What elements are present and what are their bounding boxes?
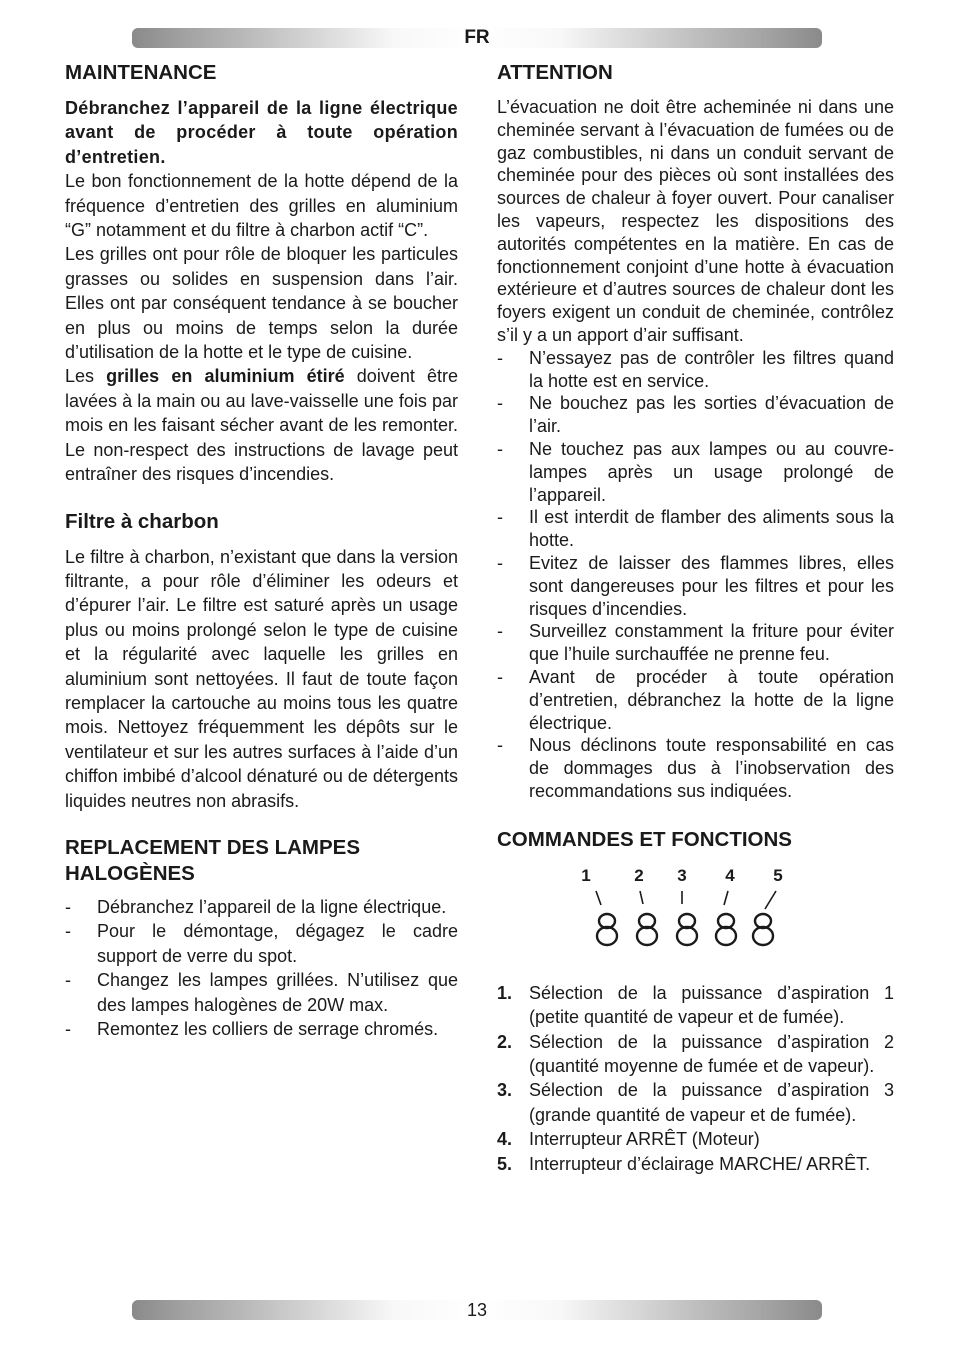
list-item: - Ne bouchez pas les sorties d’évacuation de l’air.	[497, 392, 894, 438]
spacer	[65, 813, 458, 835]
leader-line-1	[596, 891, 601, 905]
attention-text: L’évacuation ne doit être acheminée ni dans une cheminée servant à l’évacuation de fumées ou de gaz combustibles, ni dans un conduit servant de cheminée pour des pièces où sont installées des sources de chaleur à foyer ouvert. Pour canaliser les vapeurs, respectez les dispositions des autorités compétentes en la matière. En cas de fonctionnement conjoint d’une hotte à évacuation extérieure et d’autres sources de chaleur dont les foyers exigent un conduit de cheminée, contrôlez s’il y a un apport d’air suffisant.	[497, 97, 894, 345]
button-label-1: 1	[581, 865, 591, 885]
list-item	[497, 1152, 894, 1176]
item-number: 1.	[497, 982, 513, 1003]
lamps-list	[65, 895, 458, 1041]
control-button-2[interactable]	[637, 914, 657, 945]
list-item: - Surveillez constamment la friture pour éviter que l’huile surchauffée ne prenne feu.	[497, 620, 894, 666]
lamps-title: REPLACEMENT DES LAMPES HALOGÈNES	[65, 835, 360, 885]
right-column	[497, 60, 894, 1176]
maintenance-p3-post: doivent être lavées à la main ou au lave-vaisselle une fois par mois en les faisant sécher avant de les remonter. Le non-respect des instructions de lavage peut entraîner des risques d’incendies.	[65, 366, 458, 485]
list-item: - Nous déclinons toute responsabilité en cas de dommages dus à l’inobservation des recommandations sus indiquées.	[497, 734, 894, 802]
maintenance-paragraph-2: Les grilles ont pour rôle de bloquer les particules grasses ou solides en suspension dans l’air. Elles ont par conséquent tendance à se boucher en plus ou moins de temps selon la durée d’utilisation de la hotte et le type de cuisine.	[65, 244, 458, 363]
language-label: FR	[464, 27, 490, 48]
attention-list	[497, 347, 894, 803]
charcoal-title: Filtre à charbon	[65, 509, 219, 533]
maintenance-p3-bold: grilles en aluminium étiré	[106, 366, 345, 387]
leader-line-2	[640, 891, 643, 904]
item-number: 5.	[497, 1153, 513, 1174]
list-item	[497, 1078, 894, 1127]
controls-list	[497, 981, 894, 1176]
control-panel-svg	[497, 863, 894, 959]
item-text: Sélection de la puissance d’aspiration 3 (grande quantité de vapeur et de fumée).	[529, 1080, 894, 1125]
item-number: 4.	[497, 1129, 513, 1150]
left-column	[65, 60, 458, 1041]
leader-line-5	[765, 891, 776, 909]
list-item: - Débranchez l’appareil de la ligne électrique.	[65, 895, 458, 919]
list-item	[497, 1127, 894, 1151]
control-button-1[interactable]	[597, 914, 617, 945]
button-label-3: 3	[677, 865, 687, 885]
maintenance-p3-pre: Les	[65, 366, 107, 387]
list-item: - Evitez de laisser des flammes libres, elles sont dangereuses pour les filtres et pour les risques d’incendies.	[497, 552, 894, 620]
list-item: - Ne touchez pas aux lampes ou au couvre-lampes après un usage prolongé de l’appareil.	[497, 438, 894, 506]
page-number: 13	[466, 1300, 488, 1320]
maintenance-title: MAINTENANCE	[65, 61, 217, 84]
list-item: - Avant de procéder à toute opération d’entretien, débranchez la hotte de la ligne électrique.	[497, 666, 894, 734]
button-label-2: 2	[634, 865, 644, 885]
list-item: - Remontez les colliers de serrage chromés.	[65, 1017, 458, 1041]
attention-title: ATTENTION	[497, 61, 613, 84]
control-button-5[interactable]	[753, 914, 773, 945]
item-text: Interrupteur d’éclairage MARCHE/ ARRÊT.	[529, 1153, 871, 1174]
button-label-5: 5	[773, 865, 783, 885]
charcoal-text: Le filtre à charbon, n’existant que dans la version filtrante, a pour rôle d’éliminer les odeurs et d’épurer l’air. Le filtre est saturé après un usage plus ou moins prolongé selon le type de cuisine et la régularité avec laquelle les grilles en aluminium sont nettoyées. Il faut de toute façon remplacer la cartouche au moins tous les quatre mois. Nettoyez fréquemment les dépôts sur le ventilateur et sur les autres surfaces à l’aide d’un chiffon imbibé d’alcool dénaturé ou de détergents liquides neutres non abrasifs.	[65, 546, 458, 811]
list-item: - Pour le démontage, dégagez le cadre support de verre du spot.	[65, 919, 458, 968]
footer-band	[132, 1300, 822, 1320]
maintenance-paragraph-3	[65, 364, 458, 486]
list-item	[497, 981, 894, 1030]
control-panel-diagram	[497, 863, 894, 959]
button-label-4: 4	[725, 865, 735, 885]
list-item: - Changez les lampes grillées. N’utilisez que des lampes halogènes de 20W max.	[65, 968, 458, 1017]
item-number: 2.	[497, 1031, 513, 1052]
item-text: Interrupteur ARRÊT (Moteur)	[529, 1129, 760, 1150]
control-button-3[interactable]	[677, 914, 697, 945]
spacer	[497, 803, 894, 827]
list-item	[497, 1030, 894, 1079]
header-band	[132, 28, 822, 48]
spacer	[65, 487, 458, 509]
item-text: Sélection de la puissance d’aspiration 1 (petite quantité de vapeur et de fumée).	[529, 982, 894, 1028]
maintenance-warning: Débranchez l’appareil de la ligne électrique avant de procéder à toute opération d’entretien.	[65, 98, 458, 167]
control-buttons	[597, 914, 773, 945]
item-text: Sélection de la puissance d’aspiration 2 (quantité moyenne de fumée et de vapeur).	[529, 1031, 894, 1076]
controls-title: COMMANDES ET FONCTIONS	[497, 827, 792, 851]
leader-line-4	[724, 891, 728, 905]
list-item: - Il est interdit de flamber des aliments sous la hotte.	[497, 506, 894, 552]
maintenance-paragraph-1: Le bon fonctionnement de la hotte dépend de la fréquence d’entretien des grilles en aluminium “G” notamment et du filtre à charbon actif “C”.	[65, 171, 458, 241]
item-number: 3.	[497, 1080, 513, 1101]
list-item: - N’essayez pas de contrôler les filtres quand la hotte est en service.	[497, 347, 894, 393]
control-button-4[interactable]	[716, 914, 736, 945]
